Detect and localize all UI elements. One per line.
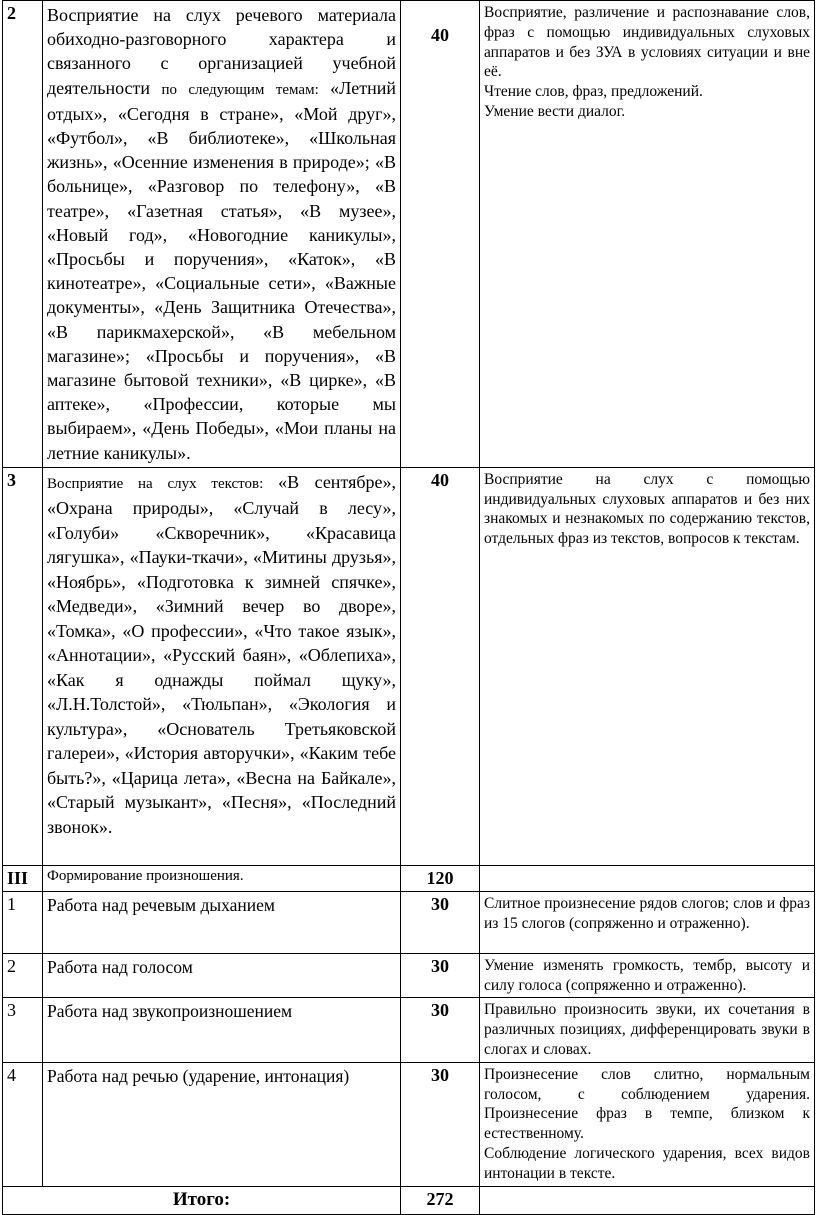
result-line: Произнесение слов слитно, нормальным голосом, с соблюдением ударения. Произнесение фраз в темпе, близком к естественному. xyxy=(484,1065,810,1143)
topic-list: «В сентябре», «Охрана природы», «Случай в лесу», «Голуби» «Скворечник», «Красавица лягушка», «Пауки-ткачи», «Митины друзья», «Ноябрь», «Подготовка к зимней спячке», «Медведи», «Зимний вечер во дворе», «Томка», «О профессии», «Что такое язык», «Аннотации», «Русский баян», «Облепиха», «Как я однажды поймал щуку», «Л.Н.Толстой», «Тюльпан», «Экология и культура», «Основатель Третьяковской галереи», «История авторучки», «Каким тебе быть?», «Царица лета», «Весна на Байкале», «Старый музыкант», «Песня», «Последний звонок». xyxy=(47,471,396,837)
hours-cell: 40 xyxy=(401,1,480,468)
topic-lead: Восприятие на слух текстов: xyxy=(47,475,279,492)
topic-lead: Восприятие на слух речевого материала обиходно-разговорного характера и связанного с организацией учебной деятельности xyxy=(47,5,396,98)
total-label: Итого: xyxy=(3,1186,401,1214)
hours-cell: 30 xyxy=(401,998,480,1062)
empty-cell xyxy=(480,865,815,891)
results-cell xyxy=(480,467,815,865)
result-line: Соблюдение логического ударения, всех видов интонации в тексте. xyxy=(484,1145,810,1182)
task-title: Работа над голосом xyxy=(43,953,401,998)
curriculum-table xyxy=(2,0,815,1215)
results-cell xyxy=(480,953,815,998)
hours-cell: 30 xyxy=(401,953,480,998)
row-number: 3 xyxy=(3,467,43,865)
row-number: 3 xyxy=(3,998,43,1062)
topic-mid: по следующим темам: xyxy=(150,81,331,98)
row-number: 2 xyxy=(3,953,43,998)
result-line: Правильно произносить звуки, их сочетания в различных позициях, дифференцировать звуки в слогах и словах. xyxy=(484,1001,810,1059)
result-line: Слитное произнесение рядов слогов; слов и фраз из 15 слогов (сопряженно и отраженно). xyxy=(484,894,810,932)
results-cell xyxy=(480,891,815,953)
result-line: Умение изменять громкость, тембр, высоту и силу голоса (сопряженно и отраженно). xyxy=(484,956,810,994)
hours-cell: 30 xyxy=(401,891,480,953)
table-row xyxy=(3,998,815,1062)
total-hours: 272 xyxy=(401,1186,480,1214)
task-title: Работа над речевым дыханием xyxy=(43,891,401,953)
row-number: 1 xyxy=(3,891,43,953)
row-number: 2 xyxy=(3,1,43,468)
table-row xyxy=(3,1,815,468)
result-line: Умение вести диалог. xyxy=(484,102,626,120)
section-hours: 120 xyxy=(401,865,480,891)
hours-cell: 30 xyxy=(401,1062,480,1186)
empty-cell xyxy=(480,1186,815,1214)
results-cell xyxy=(480,1,815,468)
row-number: 4 xyxy=(3,1062,43,1186)
topic-list: «Летний отдых», «Сегодня в стране», «Мой друг», «Футбол», «В библиотеке», «Школьная жизнь», «Осенние изменения в природе»; «В больнице», «Разговор по телефону», «В театре», «Газетная статья», «В музее», «Новый год», «Новогодние каникулы», «Просьбы и поручения», «Каток», «В кинотеатре», «Социальные сети», «Важные документы», «День Защитника Отечества», «В парикмахерской», «В мебельном магазине»; «Просьбы и поручения», «В магазине бытовой техники», «В цирке», «В аптеке», «Профессии, которые мы выбираем», «День Победы», «Мои планы на летние каникулы». xyxy=(47,77,396,463)
table-row xyxy=(3,467,815,865)
result-line: Чтение слов, фраз, предложений. xyxy=(484,83,703,101)
task-title: Работа над речью (ударение, интонация) xyxy=(43,1062,401,1186)
task-title: Работа над звукопроизношением xyxy=(43,998,401,1062)
total-row xyxy=(3,1186,815,1214)
table-row xyxy=(3,891,815,953)
results-cell xyxy=(480,1062,815,1186)
table-row xyxy=(3,953,815,998)
result-line: Восприятие на слух с помощью индивидуальных слуховых аппаратов и без них знакомых и незнакомых по содержанию текстов, отдельных фраз из текстов, вопросов к текстам. xyxy=(484,470,810,548)
topic-cell xyxy=(43,1,401,468)
table-row xyxy=(3,1062,815,1186)
section-number: III xyxy=(3,865,43,891)
section-title: Формирование произношения. xyxy=(43,865,401,891)
hours-cell: 40 xyxy=(401,467,480,865)
section-row xyxy=(3,865,815,891)
topic-cell xyxy=(43,467,401,865)
result-line: Восприятие, различение и распознавание слов, фраз с помощью индивидуальных слуховых аппаратов и без ЗУА в условиях ситуации и вне её. xyxy=(484,4,810,81)
results-cell xyxy=(480,998,815,1062)
